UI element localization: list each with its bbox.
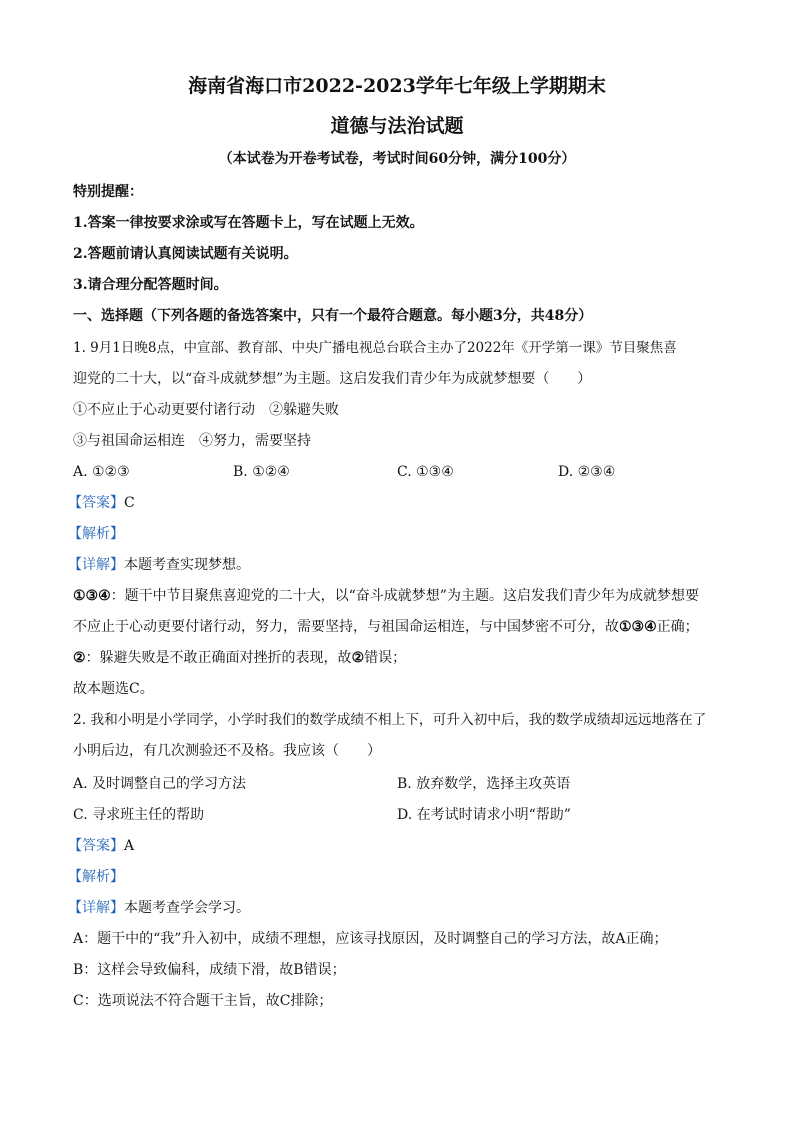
q2-option-c: C. 寻求班主任的帮助: [73, 807, 205, 823]
q1-exp2-mark-2: ②: [351, 650, 365, 666]
q2-answer-value: A: [124, 838, 135, 854]
exam-note: （本试卷为开卷考试卷，考试时间60分钟，满分100分）: [218, 151, 576, 167]
exam-title: 海南省海口市2022-2023学年七年级上学期期末: [188, 75, 606, 97]
q1-answer-tag: 【答案】: [68, 495, 124, 511]
exam-subject: 道德与法治试题: [330, 115, 464, 137]
reminder-heading: 特别提醒：: [73, 184, 143, 200]
q1-exp2-mark: ②: [73, 650, 86, 666]
q1-exp1-text: ：题干中节目聚焦喜迎党的二十大，以“奋斗成就梦想”为主题。这启发我们青少年为成就梦想要: [110, 588, 699, 604]
q2-detail-line: [68, 899, 250, 917]
q1-conclusion: 故本题选C。: [73, 681, 154, 697]
q2-explanation-a: A：题干中的“我”升入初中，成绩不理想，应该寻找原因，及时调整自己的学习方法，故A正确；: [73, 931, 668, 947]
reminder-item-2: 2.答题前请认真阅读试题有关说明。: [73, 246, 298, 262]
q1-answer-value: C: [124, 495, 135, 511]
q1-explanation-line-2: [73, 618, 699, 636]
q1-exp2-text: ：躲避失败是不敢正确面对挫折的表现，故: [85, 650, 352, 666]
q1-stem-line-1: 1. 9月1日晚8点，中宣部、教育部、中央广播电视总台联合主办了2022年《开学第一课》节目聚焦喜: [73, 340, 677, 356]
q1-exp1-mark-2: ①③④: [619, 619, 657, 635]
q1-statement-line-2: ③与祖国命运相连 ④努力，需要坚持: [73, 433, 311, 449]
q1-option-d: D. ②③④: [558, 464, 616, 480]
q2-option-d: D. 在考试时请求小明“帮助”: [397, 807, 571, 823]
q1-analysis-tag: 【解析】: [68, 526, 124, 542]
q1-answer-line: [68, 494, 135, 512]
q1-stem-line-2: 迎党的二十大，以“奋斗成就梦想”为主题。这启发我们青少年为成就梦想要（ ）: [73, 371, 592, 387]
q2-explanation-b: B：这样会导致偏科，成绩下滑，故B错误；: [73, 962, 346, 978]
q2-option-b: B. 放弃数学，选择主攻英语: [397, 776, 571, 792]
q1-statement-line-1: ①不应止于心动更要付诸行动 ②躲避失败: [73, 402, 339, 418]
reminder-item-1: 1.答案一律按要求涂或写在答题卡上，写在试题上无效。: [73, 215, 424, 231]
q1-exp1-text-2: 不应止于心动更要付诸行动，努力，需要坚持，与祖国命运相连，与中国梦密不可分，故: [73, 619, 619, 635]
q1-exp1-mark: ①③④: [73, 588, 111, 604]
q2-analysis-tag: 【解析】: [68, 869, 124, 885]
q2-stem-line-1: 2. 我和小明是小学同学，小学时我们的数学成绩不相上下，可升入初中后，我的数学成绩却远远地落在了: [73, 712, 707, 728]
q1-option-b: B. ①②④: [233, 464, 290, 480]
q2-answer-line: [68, 837, 134, 855]
q2-detail-intro: 本题考查学会学习。: [124, 900, 250, 916]
q2-stem-line-2: 小明后边，有几次测验还不及格。我应该（ ）: [73, 743, 381, 759]
q1-explanation-line-3: [73, 649, 406, 667]
q1-option-a: A. ①②③: [73, 464, 130, 480]
q2-answer-tag: 【答案】: [68, 838, 124, 854]
q2-option-a: A. 及时调整自己的学习方法: [73, 776, 247, 792]
q1-exp2-text-2: 错误；: [364, 650, 407, 666]
q1-explanation-line-1: [73, 587, 699, 605]
q2-detail-tag: 【详解】: [68, 900, 124, 916]
q1-exp1-text-3: 正确；: [656, 619, 699, 635]
q1-detail-line: [68, 556, 250, 574]
q2-explanation-c: C：选项说法不符合题干主旨，故C排除；: [73, 993, 333, 1009]
q1-detail-tag: 【详解】: [68, 557, 124, 573]
q1-detail-intro: 本题考查实现梦想。: [124, 557, 250, 573]
reminder-item-3: 3.请合理分配答题时间。: [73, 277, 228, 293]
q1-option-c: C. ①③④: [397, 464, 454, 480]
section-heading: 一、选择题（下列各题的备选答案中，只有一个最符合题意。每小题3分，共48分）: [73, 308, 593, 324]
